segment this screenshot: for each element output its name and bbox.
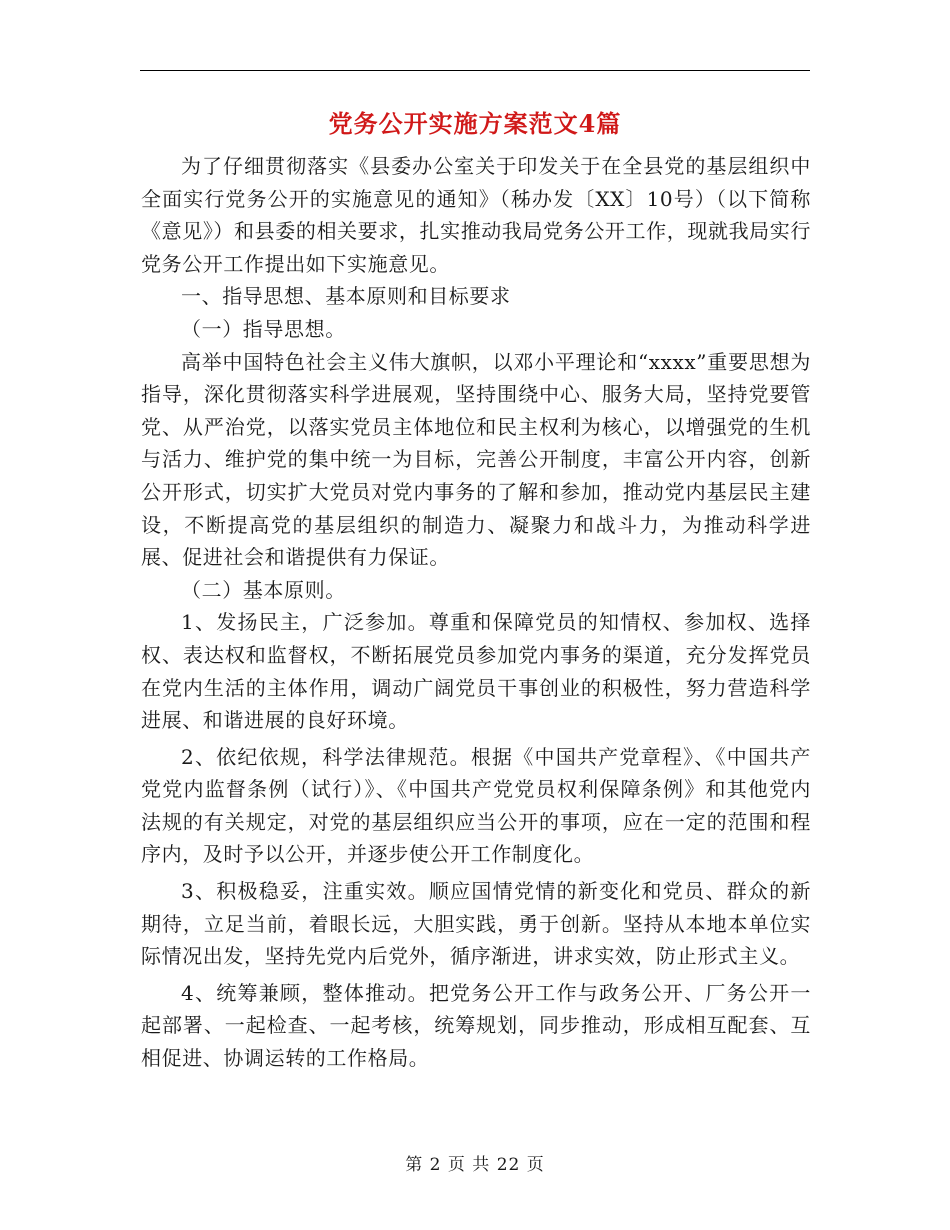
paragraph-principle-3: 3、积极稳妥，注重实效。顺应国情党情的新变化和党员、群众的新期待，立足当前，着眼长远，大胆实践，勇于创新。坚持从本地本单位实际情况出发，坚持先党内后党外，循序渐进，讲求实效，防止形式主义。	[141, 879, 811, 969]
document-title: 党务公开实施方案范文4篇	[328, 109, 622, 138]
document-body	[141, 150, 811, 1075]
paragraph-intro: 为了仔细贯彻落实《县委办公室关于印发关于在全县党的基层组织中全面实行党务公开的实施意见的通知》（秭办发〔XX〕10号）（以下简称《意见》）和县委的相关要求，扎实推动我局党务公开工作，现就我局实行党务公开工作提出如下实施意见。	[141, 154, 811, 276]
heading-guiding-thought: （一）指导思想。	[181, 316, 346, 341]
paragraph-principle-4: 4、统筹兼顾，整体推动。把党务公开工作与政务公开、厂务公开一起部署、一起检查、一起考核，统筹规划，同步推动，形成相互配套、互相促进、协调运转的工作格局。	[141, 980, 811, 1071]
paragraph-guiding-thought: 高举中国特色社会主义伟大旗帜，以邓小平理论和“xxxx”重要思想为指导，深化贯彻落实科学进展观，坚持围绕中心、服务大局，坚持党要管党、从严治党，以落实党员主体地位和民主权利为核心，以增强党的生机与活力、维护党的集中统一为目标，完善公开制度，丰富公开内容，创新公开形式，切实扩大党员对党内事务的了解和参加，推动党内基层民主建设，不断提高党的基层组织的制造力、凝聚力和战斗力，为推动科学进展、促进社会和谐提供有力保证。	[141, 349, 811, 570]
header-rule	[140, 70, 810, 71]
heading-section-1: 一、指导思想、基本原则和目标要求	[181, 284, 511, 309]
heading-basic-principles: （二）基本原则。	[181, 577, 346, 602]
paragraph-principle-1: 1、发扬民主，广泛参加。尊重和保障党员的知情权、参加权、选择权、表达权和监督权，不断拓展党员参加党内事务的渠道，充分发挥党员在党内生活的主体作用，调动广阔党员干事创业的积极性，努力营造科学进展、和谐进展的良好环境。	[141, 610, 811, 733]
paragraph-principle-2: 2、依纪依规，科学法律规范。根据《中国共产党章程》、《中国共产党党内监督条例（试行）》、《中国共产党党员权利保障条例》和其他党内法规的有关规定，对党的基层组织应当公开的事项，应在一定的范围和程序内，及时予以公开，并逐步使公开工作制度化。	[141, 744, 811, 867]
page-number: 第 2 页 共 22 页	[405, 1155, 545, 1175]
